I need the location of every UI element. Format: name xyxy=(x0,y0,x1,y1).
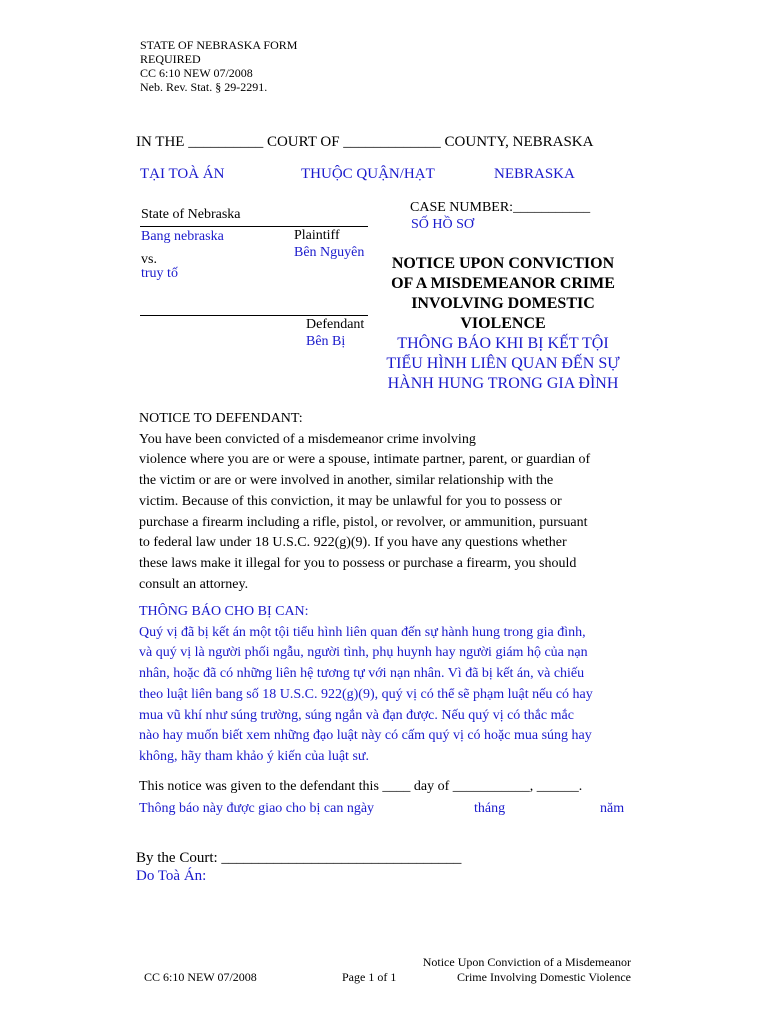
court-signature-line: By the Court: ________________________________ xyxy=(136,850,462,866)
notice-en-line: You have been convicted of a misdemeanor crime involving xyxy=(139,431,476,447)
court-line-vi-county: THUỘC QUẬN/HẠT xyxy=(301,166,435,182)
notice-vi-line: theo luật liên bang số 18 U.S.C. 922(g)(9), quý vị có thể sẽ phạm luật nếu có hay xyxy=(139,686,593,702)
footer-page-number: Page 1 of 1 xyxy=(342,970,397,984)
form-header-state: STATE OF NEBRASKA FORM xyxy=(140,38,298,52)
title-line: VIOLENCE xyxy=(460,315,546,332)
defendant-rule xyxy=(140,315,368,316)
title-line: INVOLVING DOMESTIC xyxy=(411,295,595,312)
title-line-vi: THÔNG BÁO KHI BỊ KẾT TỘI xyxy=(397,335,609,352)
notice-en-line: the victim or are or were involved in another, similar relationship with the xyxy=(139,473,554,489)
plaintiff-label: Plaintiff xyxy=(294,228,340,243)
notice-vi-heading: THÔNG BÁO CHO BỊ CAN: xyxy=(139,604,309,619)
notice-vi-line: nào hay muốn biết xem những đạo luật này có cấm quý vị có hoặc mua súng hay xyxy=(139,728,592,744)
notice-title xyxy=(378,254,628,394)
footer-doc-title-line: Crime Involving Domestic Violence xyxy=(456,970,631,984)
footer-doc-title-line: Notice Upon Conviction of a Misdemeanor xyxy=(422,955,631,969)
court-line: IN THE __________ COURT OF _____________ COUNTY, NEBRASKA xyxy=(136,134,594,150)
notice-vi-line: Quý vị đã bị kết án một tội tiểu hình liên quan đến sự hành hung trong gia đình, xyxy=(139,624,586,640)
versus: vs. xyxy=(141,252,157,267)
form-header-code: CC 6:10 NEW 07/2008 xyxy=(140,66,253,80)
notice-vi-line: không, hãy tham khảo ý kiến của luật sư. xyxy=(139,748,369,764)
notice-en-line: purchase a firearm including a rifle, pistol, or revolver, or ammunition, pursuant xyxy=(139,514,588,530)
title-line: NOTICE UPON CONVICTION xyxy=(391,255,615,272)
given-line: This notice was given to the defendant this ____ day of ___________, ______. xyxy=(139,779,583,794)
notice-en-line: victim. Because of this conviction, it may be unlawful for you to possess or xyxy=(139,493,562,509)
footer-doc-title xyxy=(396,955,631,985)
plaintiff-rule xyxy=(140,226,368,227)
notice-en-line: to federal law under 18 U.S.C. 922(g)(9). If you have any questions whether xyxy=(139,535,567,551)
notice-en-line: these laws make it illegal for you to possess or purchase a firearm, you should xyxy=(139,555,577,571)
notice-vi-line: nhân, hoặc đã có những liên hệ tương tự với nạn nhân. Vì đã bị kết án, và chiếu xyxy=(139,666,585,682)
plaintiff-name-vi: Bang nebraska xyxy=(141,229,224,244)
given-line-vi-month: tháng xyxy=(474,801,506,816)
notice-en-line: consult an attorney. xyxy=(139,576,249,592)
court-line-vi-court: TẠI TOÀ ÁN xyxy=(140,166,225,182)
versus-vi: truy tố xyxy=(141,266,178,281)
notice-en-line: violence where you are or were a spouse, intimate partner, parent, or guardian of xyxy=(139,452,591,468)
footer-form-id: CC 6:10 NEW 07/2008 xyxy=(144,970,257,984)
title-line: OF A MISDEMEANOR CRIME xyxy=(391,275,615,292)
form-header-required: REQUIRED xyxy=(140,52,201,66)
title-line-vi: TIỂU HÌNH LIÊN QUAN ĐẾN SỰ xyxy=(386,355,620,372)
case-number-label-vi: SỐ HỒ SƠ xyxy=(411,217,475,232)
defendant-label-vi: Bên Bị xyxy=(306,334,346,349)
court-line-vi-state: NEBRASKA xyxy=(494,166,575,182)
title-line-vi: HÀNH HUNG TRONG GIA ĐÌNH xyxy=(387,375,619,392)
notice-vi xyxy=(139,602,593,768)
notice-vi-line: mua vũ khí như súng trường, súng ngắn và đạn được. Nếu quý vị có thắc mắc xyxy=(139,707,574,723)
case-number-label: CASE NUMBER:___________ xyxy=(410,200,591,215)
given-line-vi-year: năm xyxy=(600,801,625,816)
notice-en-heading: NOTICE TO DEFENDANT: xyxy=(139,411,303,426)
defendant-label: Defendant xyxy=(306,317,365,332)
given-line-vi: Thông báo này được giao cho bị can ngày xyxy=(139,801,375,816)
notice-en xyxy=(139,409,590,595)
notice-vi-line: và quý vị là người phối ngẫu, người tình, phụ huynh hay người giám hộ của nạn xyxy=(139,645,588,661)
form-header-statute: Neb. Rev. Stat. § 29-2291. xyxy=(140,80,268,94)
plaintiff-label-vi: Bên Nguyên xyxy=(294,245,365,260)
plaintiff-name: State of Nebraska xyxy=(141,207,241,222)
court-signature-line-vi: Do Toà Án: xyxy=(136,868,207,884)
